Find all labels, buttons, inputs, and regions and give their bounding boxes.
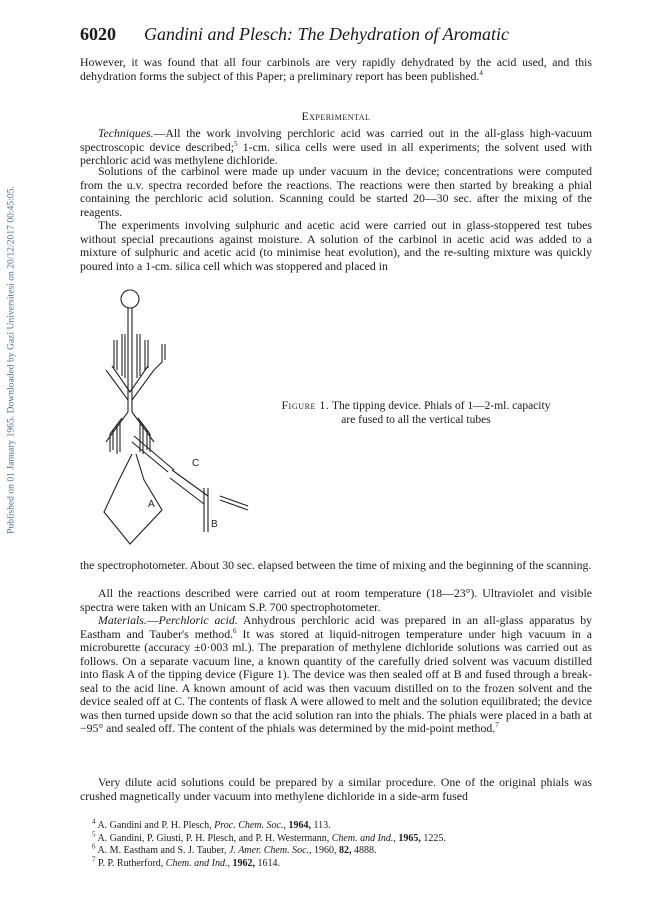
techniques-paragraph (80, 127, 592, 168)
sulphuric-text: The experiments involving sulphuric and acetic acid were carried out in glass-stoppered test tubes without special precautions against moisture. A solution of the carbinol in acetic acid was added to a mixture of sulphuric and acetic acid (to minimise heat evolution), and the re-sulting mixture was quickly poured into a 1-cm. silica cell which was stoppered and placed in (80, 218, 592, 273)
tipping-device-figure (100, 282, 280, 552)
techniques-heading: Techniques. (98, 126, 154, 140)
footnote: $^7$ P. P. Rutherford, Chem. and Ind., 1962, 1614. (92, 855, 280, 869)
figure-caption-text: The tipping device. Phials of 1—2-ml. capacity are fused to all the vertical tubes (331, 400, 551, 426)
footnote-year: 1962, (232, 857, 255, 869)
footnote-journal: Chem. and Ind. (165, 857, 228, 869)
sulphuric-paragraph (80, 219, 592, 273)
download-watermark-text: Published on 01 January 1965. Downloaded by Gazi Universitesi on 20/12/2017 00:45:05. (5, 186, 17, 534)
materials-dash: — (146, 613, 159, 627)
footnote-authors: A. Gandini, P. Giusti, P. H. Plesch, and P. H. Westermann, (97, 832, 330, 844)
footnote-year: 1960, (314, 845, 337, 856)
tipping-device-diagram (100, 282, 280, 552)
upper-manifold (106, 366, 154, 400)
page-number: 6020 (80, 24, 116, 44)
footnote-number: 6 (92, 842, 96, 851)
running-title: Gandini and Plesch: The Dehydration of Aromatic (144, 24, 509, 44)
intro-text: However, it was found that all four carbinols are very rapidly dehydrated by the acid used, and this dehydration forms the subject of this Paper; a preliminary report has been published. (80, 55, 592, 83)
figure-caption-label: Figure 1. (281, 400, 330, 412)
footnotes (92, 817, 592, 870)
materials-text-3: It was stored at liquid-nitrogen temperature under high vacuum in a microburette (accuracy ±0·003 ml.). The preparation of methylene dichloride solutions was carried out as follows. On a separate vacuum line, a known quantity of the carefully dried solvent was vacuum distilled into flask A of the tipping device (Figure 1). The device was then sealed off at B and fused through a break-seal to the acid line. A known amount of acid was then vacuum distilled on to the frozen solvent and the device sealed off at C. The contents of flask A were allowed to melt and the solution equilibrated; the device was then turned upside down so that the acid solution ran into the phials. The phials were placed in a bath at −95° and sealed off. The content of the phials was determined by the mid-point method. (80, 626, 593, 735)
reactions-paragraph (80, 587, 592, 614)
footnote: $^4$ A. Gandini and P. H. Plesch, Proc. Chem. Soc., 1964, 113. (92, 817, 331, 831)
materials-reference-6: 6 (233, 626, 237, 635)
materials-subheading: Perchloric acid. (158, 613, 238, 627)
center-junction (128, 400, 132, 412)
download-watermark (0, 150, 22, 570)
upper-phial-tubes (114, 334, 165, 378)
intro-paragraph (80, 56, 592, 83)
label-c: C (192, 458, 200, 469)
techniques-reference: 5 (234, 139, 238, 148)
materials-reference-7: 7 (495, 721, 499, 730)
continuation-text: the spectrophotometer. About 30 sec. elapsed between the time of mixing and the beginning of the scanning. (80, 558, 592, 572)
intro-reference: 4 (479, 68, 483, 77)
section-title (80, 111, 592, 123)
footnote-journal: J. Amer. Chem. Soc. (228, 845, 310, 856)
dilute-paragraph (80, 776, 592, 803)
footnote-journal: Proc. Chem. Soc. (214, 820, 284, 831)
techniques-text-2: 1-cm. silica cells were used in all experiments; the solvent used with perchloric acid was methylene dichloride. (80, 139, 592, 167)
footnote-journal: Chem. and Ind. (331, 832, 394, 844)
footnote-pages: 113. (313, 820, 331, 831)
materials-text-2: Anhydrous perchloric acid was prepared in an all-glass apparatus by Eastham and Tauber's method. (80, 613, 592, 641)
footnote-authors: P. P. Rutherford, (98, 857, 164, 869)
footnote: $^5$ A. Gandini, P. Giusti, P. H. Plesch, and P. H. Westermann, Chem. and Ind., 1965, 1225. (92, 830, 446, 844)
solutions-text: Solutions of the carbinol were made up under vacuum in the device; concentrations were computed from the u.v. spectra recorded before the reactions. The reactions were then started by breaking a phial containing the perchloric acid solution. Scanning could be started 20—30 sec. after the mixing of the reagents. (80, 164, 592, 219)
footnote-pages: 1225. (423, 832, 446, 844)
footnote-pages: 4888. (354, 845, 377, 856)
top-bulb (121, 290, 139, 308)
break-seal-tube (220, 496, 248, 510)
footnote-number: 4 (92, 817, 96, 826)
label-a: A (148, 499, 155, 510)
footnote-year: 1965, (398, 832, 421, 844)
reactions-text: All the reactions described were carried out at room temperature (18—23°). Ultraviolet and visible spectra were taken with an Unicam S.P. 700 spectrophotometer. (80, 586, 592, 614)
footnote-authors: A. M. Eastham and S. J. Tauber, (97, 845, 227, 856)
footnote: $^6$ A. M. Eastham and S. J. Tauber, J. Amer. Chem. Soc., 1960, 82, 4888. (92, 842, 377, 856)
materials-heading: Materials. (98, 613, 147, 627)
materials-paragraph (80, 614, 592, 736)
footnote-number: 7 (92, 855, 96, 864)
footnote-number: 5 (92, 830, 96, 839)
footnote-pages: 1614. (257, 857, 280, 869)
techniques-text-1: —All the work involving perchloric acid was carried out in the all-glass high-vacuum spectroscopic device described; (80, 126, 592, 154)
arm-to-b (170, 470, 208, 504)
label-b: B (211, 519, 218, 530)
footnote-year: 1964, (288, 820, 311, 831)
figure-caption (276, 400, 556, 427)
flask-a (104, 480, 162, 544)
footnote-volume: 82, (339, 845, 352, 856)
dilute-text: Very dilute acid solutions could be prepared by a similar procedure. One of the original phials was crushed magnetically under vacuum into methylene dichloride in a side-arm fused (80, 775, 592, 803)
flask-a-neck (118, 454, 144, 482)
solutions-paragraph (80, 165, 592, 219)
page-header (80, 24, 600, 50)
section-title-text: Experimental (301, 111, 371, 123)
footnote-authors: A. Gandini and P. H. Plesch, (97, 820, 212, 831)
continuation-paragraph (80, 559, 592, 573)
